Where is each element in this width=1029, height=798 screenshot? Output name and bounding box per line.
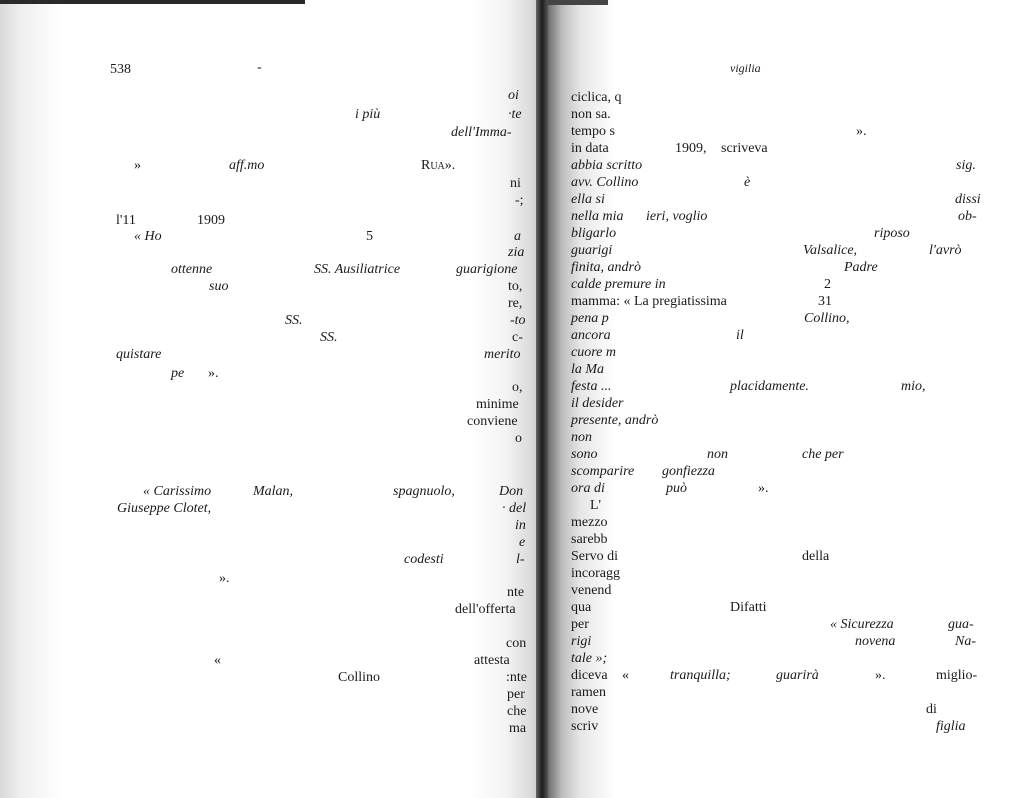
text-fragment: -to bbox=[510, 313, 526, 328]
text-fragment: « Sicurezza bbox=[830, 617, 894, 632]
text-fragment: l- bbox=[516, 552, 525, 567]
text-fragment: ancora bbox=[571, 328, 611, 343]
text-fragment: calde premure in bbox=[571, 277, 666, 292]
text-fragment: in bbox=[515, 518, 526, 533]
text-fragment: Malan, bbox=[253, 484, 294, 499]
text-fragment: abbia scritto bbox=[571, 158, 643, 173]
text-fragment: SS. Ausiliatrice bbox=[314, 262, 401, 277]
text-fragment: per bbox=[507, 687, 525, 702]
text-fragment: e bbox=[519, 535, 526, 550]
text-fragment: di bbox=[926, 702, 937, 717]
text-fragment: ». bbox=[208, 366, 219, 381]
text-fragment: Collino, bbox=[804, 311, 850, 326]
text-fragment: SS. bbox=[285, 313, 303, 328]
text-fragment: ». bbox=[875, 668, 886, 683]
text-fragment: to, bbox=[508, 279, 523, 294]
text-fragment: può bbox=[666, 481, 687, 496]
text-fragment: ob- bbox=[958, 209, 977, 224]
text-fragment: re, bbox=[508, 296, 523, 311]
text-fragment: ni bbox=[510, 176, 521, 191]
text-fragment: bligarlo bbox=[571, 226, 617, 241]
text-fragment: o bbox=[515, 431, 522, 446]
text-fragment: ella si bbox=[571, 192, 605, 207]
text-fragment: Collino bbox=[338, 670, 381, 685]
text-fragment: pe bbox=[171, 366, 185, 381]
text-fragment: diceva bbox=[571, 668, 608, 683]
text-fragment: non sa. bbox=[571, 107, 611, 122]
text-fragment: che per bbox=[802, 447, 844, 462]
text-fragment: :nte bbox=[506, 670, 527, 685]
text-fragment: ieri, voglio bbox=[646, 209, 708, 224]
text-fragment: nte bbox=[507, 585, 525, 600]
text-fragment: ciclica, q bbox=[571, 90, 622, 105]
text-fragment: attesta bbox=[474, 653, 510, 668]
text-fragment: Na- bbox=[955, 634, 976, 649]
text-fragment: il desider bbox=[571, 396, 624, 411]
text-fragment: ottenne bbox=[171, 262, 213, 277]
running-head: vigilia bbox=[730, 61, 761, 75]
text-fragment: SS. bbox=[320, 330, 338, 345]
text-fragment: scomparire bbox=[571, 464, 635, 479]
text-fragment: il bbox=[736, 328, 744, 343]
text-fragment: novena bbox=[855, 634, 896, 649]
text-fragment: guarigi bbox=[571, 243, 613, 258]
text-fragment: tale »; bbox=[571, 651, 608, 666]
text-fragment: della bbox=[802, 549, 830, 564]
text-fragment: pena p bbox=[571, 311, 609, 326]
text-fragment: suo bbox=[209, 279, 229, 294]
page-number: 538 bbox=[110, 62, 131, 77]
text-fragment: rigi bbox=[571, 634, 592, 649]
text-fragment: « bbox=[214, 653, 221, 668]
text-fragment: merito bbox=[484, 347, 521, 362]
text-fragment: gonfiezza bbox=[662, 464, 715, 479]
text-fragment: · del bbox=[502, 501, 527, 516]
text-fragment: l'avrò bbox=[929, 243, 962, 258]
text-fragment: qua bbox=[571, 600, 592, 615]
text-fragment: sarebb bbox=[571, 532, 608, 547]
text-fragment: gua- bbox=[948, 617, 974, 632]
text-fragment: Servo di bbox=[571, 549, 619, 564]
text-fragment: c- bbox=[512, 330, 523, 345]
text-fragment: Rua». bbox=[421, 158, 456, 173]
text-fragment: 31 bbox=[818, 294, 832, 309]
text-fragment: « Ho bbox=[134, 229, 162, 244]
text-fragment: con bbox=[506, 636, 527, 651]
text-fragment: sono bbox=[571, 447, 598, 462]
text-fragment: conviene bbox=[467, 414, 518, 429]
text-fragment: « bbox=[622, 668, 629, 683]
text-fragment: nella mia bbox=[571, 209, 624, 224]
text-fragment: zia bbox=[508, 245, 525, 260]
text-fragment: tranquilla; bbox=[670, 668, 731, 683]
text-fragment: dell'Imma- bbox=[451, 125, 512, 140]
text-fragment: i più bbox=[355, 107, 381, 122]
text-fragment: Difatti bbox=[730, 600, 767, 615]
text-fragment: figlia bbox=[936, 719, 966, 734]
text-fragment: -; bbox=[515, 193, 524, 208]
text-fragment: sig. bbox=[956, 158, 976, 173]
text-fragment: incoragg bbox=[571, 566, 620, 581]
text-fragment: oi bbox=[508, 88, 519, 103]
text-fragment: quistare bbox=[116, 347, 162, 362]
text-fragment: tempo s bbox=[571, 124, 615, 139]
text-fragment: miglio- bbox=[936, 668, 978, 683]
text-fragment: ». bbox=[856, 124, 867, 139]
text-fragment: che bbox=[507, 704, 527, 719]
top-edge-rule bbox=[0, 0, 305, 4]
text-fragment: ramen bbox=[571, 685, 606, 700]
text-fragment: placidamente. bbox=[730, 379, 809, 394]
text-fragment: Valsalice, bbox=[803, 243, 858, 258]
text-fragment: dissi bbox=[955, 192, 981, 207]
text-fragment: guarirà bbox=[776, 668, 819, 683]
text-fragment: ora di bbox=[571, 481, 605, 496]
text-fragment: spagnuolo, bbox=[393, 484, 455, 499]
text-fragment: o, bbox=[512, 380, 523, 395]
text-fragment: 5 bbox=[366, 229, 373, 244]
text-fragment: finita, andrò bbox=[571, 260, 642, 275]
text-fragment: scriv bbox=[571, 719, 599, 734]
text-fragment: Giuseppe Clotet, bbox=[117, 501, 212, 516]
text-fragment: riposo bbox=[874, 226, 910, 241]
text-fragment: cuore m bbox=[571, 345, 616, 360]
text-fragment: guarigione bbox=[456, 262, 518, 277]
text-fragment: ma bbox=[509, 721, 527, 736]
header-dash: - bbox=[257, 60, 262, 75]
text-fragment: presente, andrò bbox=[571, 413, 659, 428]
text-fragment: « Carissimo bbox=[143, 484, 212, 499]
text-fragment: in data bbox=[571, 141, 609, 156]
text-fragment: ·te bbox=[508, 107, 522, 122]
right-page-top-edge bbox=[548, 0, 608, 5]
text-fragment: festa ... bbox=[571, 379, 612, 394]
text-fragment: a bbox=[514, 229, 521, 244]
text-fragment: minime bbox=[476, 397, 519, 412]
text-fragment: venend bbox=[571, 583, 612, 598]
text-fragment: non bbox=[707, 447, 728, 462]
text-fragment: l'11 bbox=[116, 213, 136, 228]
text-fragment: ». bbox=[219, 571, 230, 586]
text-fragment: nove bbox=[571, 702, 599, 717]
text-fragment: 2 bbox=[824, 277, 831, 292]
text-fragment: non bbox=[571, 430, 592, 445]
text-fragment: la Ma bbox=[571, 362, 605, 377]
text-fragment: » bbox=[134, 158, 141, 173]
text-fragment: dell'offerta bbox=[455, 602, 516, 617]
text-fragment: avv. Collino bbox=[571, 175, 639, 190]
right-page bbox=[540, 0, 1029, 798]
text-fragment: Don bbox=[499, 484, 524, 499]
text-fragment: è bbox=[744, 175, 751, 190]
text-fragment: Padre bbox=[844, 260, 878, 275]
text-fragment: per bbox=[571, 617, 589, 632]
book-spine-shadow bbox=[536, 0, 548, 798]
text-fragment: 1909, bbox=[675, 141, 707, 156]
text-fragment: mamma: « La pregiatissima bbox=[571, 294, 727, 309]
text-fragment: mezzo bbox=[571, 515, 608, 530]
text-fragment: aff.mo bbox=[229, 158, 265, 173]
text-fragment: mio, bbox=[901, 379, 926, 394]
text-fragment: scriveva bbox=[721, 141, 768, 156]
text-fragment: L' bbox=[590, 498, 602, 513]
text-fragment: ». bbox=[758, 481, 769, 496]
text-fragment: 1909 bbox=[197, 213, 225, 228]
text-fragment: codesti bbox=[404, 552, 444, 567]
